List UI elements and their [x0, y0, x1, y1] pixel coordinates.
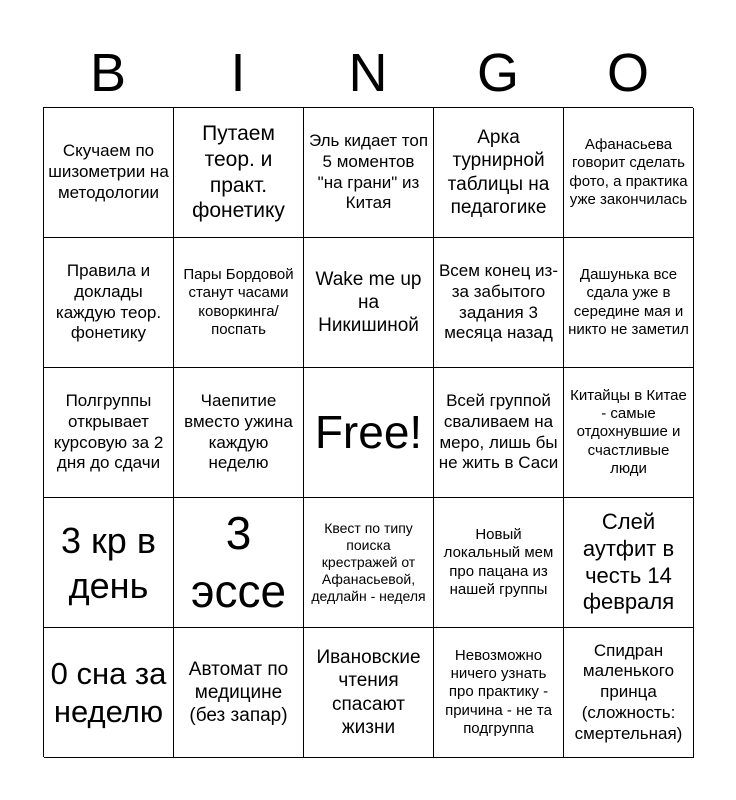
title-letter-g: G: [476, 43, 519, 103]
bingo-cell[interactable]: [174, 368, 304, 498]
bingo-cell[interactable]: [44, 238, 174, 368]
bingo-cell[interactable]: [174, 238, 304, 368]
bingo-cell[interactable]: [434, 108, 564, 238]
bingo-cell[interactable]: [44, 498, 174, 628]
bingo-cell[interactable]: [304, 108, 434, 238]
bingo-cell[interactable]: [434, 498, 564, 628]
cell-text: Новый локальный мем про пацана из нашей группы: [443, 525, 554, 598]
cell-text: Всей группой сваливаем на меро, лишь бы не жить в Саси: [438, 391, 559, 473]
cell-text: 3 эссе: [190, 507, 287, 617]
bingo-cell[interactable]: [174, 498, 304, 628]
title-letter-i: I: [230, 43, 246, 103]
bingo-grid: [43, 107, 693, 757]
cell-text: Арка турнирной таблицы на педагогике: [447, 127, 550, 218]
bingo-cell[interactable]: [564, 108, 694, 238]
cell-text: Всем конец из-за забытого задания 3 месяца назад: [438, 261, 559, 343]
cell-text: Дашунька все сдала уже в середине мая и никто не заметил: [568, 265, 689, 338]
cell-text: Ивановские чтения спасают жизни: [316, 647, 421, 738]
title-letter-b: B: [89, 43, 127, 103]
cell-text: Пары Бордовой станут часами коворкинга/ поспать: [183, 265, 294, 338]
cell-text: Полгруппы открывает курсовую за 2 дня до сдачи: [53, 391, 164, 473]
cell-text: Эль кидает топ 5 моментов "на грани" из Китая: [308, 131, 429, 213]
bingo-title: [43, 42, 693, 104]
cell-text: Автомат по медицине (без запар): [188, 658, 289, 727]
bingo-cell[interactable]: [304, 498, 434, 628]
cell-text: Невозможно ничего узнать про практику - причина - не та подгруппа: [445, 646, 552, 737]
free-cell[interactable]: [304, 368, 434, 498]
cell-text: 0 сна за неделю: [50, 656, 167, 729]
title-letter-n: N: [348, 43, 388, 103]
bingo-cell[interactable]: [564, 368, 694, 498]
bingo-cell[interactable]: [564, 238, 694, 368]
cell-text: Афанасьева говорит сделать фото, а практика уже закончилась: [569, 135, 688, 208]
cell-text: Квест по типу поиска крестражей от Афанасьевой, дедлайн - неделя: [311, 519, 426, 605]
bingo-cell[interactable]: [44, 368, 174, 498]
cell-text: Путаем теор. и практ. фонетику: [192, 122, 285, 223]
cell-text: Китайцы в Китае - самые отдохнувшие и счастливые люди: [570, 386, 687, 477]
bingo-cell[interactable]: [44, 108, 174, 238]
bingo-cell[interactable]: [304, 238, 434, 368]
title-letter-o: O: [606, 43, 649, 103]
cell-text: Wake me up на Никишиной: [315, 268, 422, 337]
bingo-cell[interactable]: [434, 238, 564, 368]
bingo-cell[interactable]: [434, 628, 564, 758]
bingo-cell[interactable]: [564, 498, 694, 628]
cell-text: Чаепитие вместо ужина каждую неделю: [184, 391, 293, 473]
bingo-cell[interactable]: [174, 628, 304, 758]
cell-text: Спидран маленького принца (сложность: смертельная): [574, 640, 683, 743]
cell-text: Слей аутфит в честь 14 февраля: [582, 508, 675, 615]
cell-text: Правила и доклады каждую теор. фонетику: [55, 261, 162, 343]
cell-text: Скучаем по шизометрии на методологии: [48, 141, 169, 202]
bingo-cell[interactable]: [564, 628, 694, 758]
bingo-cell[interactable]: [434, 368, 564, 498]
bingo-cell[interactable]: [44, 628, 174, 758]
bingo-cell[interactable]: [304, 628, 434, 758]
free-text: Free!: [314, 405, 423, 458]
cell-text: 3 кр в день: [61, 519, 156, 606]
bingo-cell[interactable]: [174, 108, 304, 238]
